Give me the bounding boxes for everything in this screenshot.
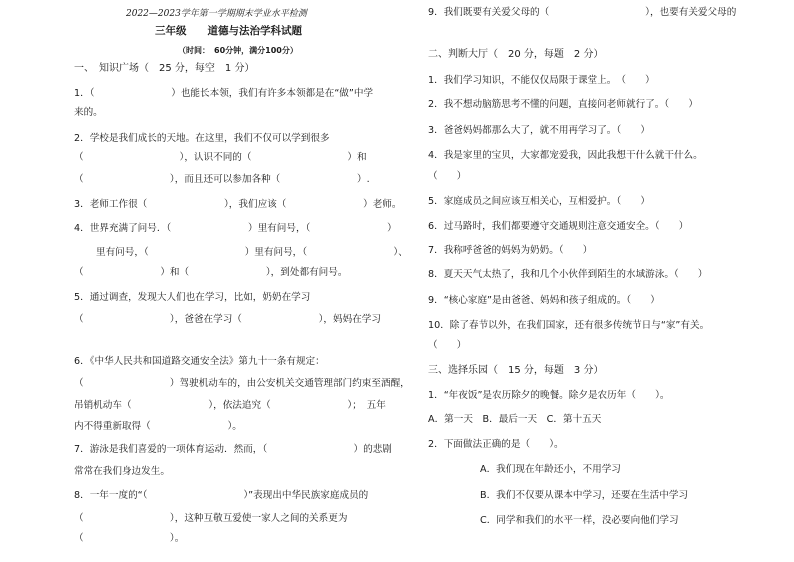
question-line: （ ），这种互敬互爱使一家人之间的关系更为: [74, 513, 348, 524]
judge-item: 2．我不想动脑筋思考不懂的问题，直接问老师就行了。（ ）: [428, 99, 698, 110]
question-line: （ ）驾驶机动车的，由公安机关交通管理部门约束至酒醒，: [74, 378, 410, 389]
question-line: 2．学校是我们成长的天地。在这里，我们不仅可以学到很多: [74, 133, 330, 144]
choice-option-b: B．我们不仅要从课本中学习，还要在生活中学习: [480, 490, 689, 501]
choice-option-c: C．同学和我们的水平一样，没必要向他们学习: [480, 515, 679, 526]
judge-item: 8．夏天天气太热了，我和几个小伙伴到陌生的水域游泳。（ ）: [428, 269, 708, 280]
judge-item: （ ）: [428, 340, 467, 351]
choice-options: A．第一天 B．最后一天 C．第十五天: [428, 414, 602, 425]
question-line: 7．游泳是我们喜爱的一项体育运动．然而，（ ）的悲剧: [74, 444, 392, 455]
choice-item: 2．下面做法正确的是（ ）。: [428, 439, 564, 450]
choice-option-a: A．我们现在年龄还小，不用学习: [480, 464, 621, 475]
question-line: 1．（ ）也能长本领，我们有许多本领都是在“做”中学: [74, 88, 374, 99]
judge-item: 1．我们学习知识，不能仅仅局限于课堂上。 （ ）: [428, 75, 655, 86]
question-line: 吊销机动车（ ），依法追究（ ）； 五年: [74, 400, 386, 411]
question-line: （ ），爸爸在学习（ ），妈妈在学习: [74, 314, 381, 325]
question-line: （ ）。: [74, 533, 185, 544]
question-line: 3．老师工作很（ ），我们应该（ ）老师。: [74, 199, 402, 210]
question-line: 8．一年一度的“（ ）”表现出中华民族家庭成员的: [74, 490, 369, 501]
judge-item: 7．我称呼爸爸的妈妈为奶奶。（ ）: [428, 245, 593, 256]
question-line: 9．我们既要有关爱父母的（ ），也要有关爱父母的: [428, 7, 737, 18]
exam-time: （时间： 60分钟，满分100分）: [178, 46, 298, 55]
question-line: 4．世界充满了问号．（ ）里有问号，（ ）: [74, 223, 397, 234]
exam-subject: 三年级 道德与法治学科试题: [155, 25, 302, 37]
question-line: 5．通过调查，发现大人们也在学习，比如，奶奶在学习: [74, 292, 311, 303]
question-line: （ ），认识不同的（ ）和: [74, 152, 367, 163]
judge-item: （ ）: [428, 171, 467, 182]
question-line: （ ），而且还可以参加各种（ ）.: [74, 174, 370, 185]
judge-item: 10．除了春节以外，在我们国家，还有很多传统节日与“家”有关。: [428, 320, 710, 331]
question-line: 内不得重新取得（ ）。: [74, 421, 242, 432]
judge-item: 9．“核心家庭”是由爸爸、妈妈和孩子组成的。（ ）: [428, 295, 660, 306]
section-3-heading: 三、选择乐园（ 15 分，每题 3 分）: [428, 365, 604, 376]
choice-item: 1．“年夜饭”是农历除夕的晚餐。除夕是农历年（ ）。: [428, 390, 670, 401]
section-1-heading: 一、 知识广场（ 25 分，每空 1 分）: [74, 63, 255, 74]
question-line: （ ）和（ ），到处都有问号。: [74, 267, 348, 278]
question-line: 来的。: [74, 107, 103, 118]
judge-item: 6．过马路时，我们都要遵守交通规则注意交通安全。（ ）: [428, 221, 689, 232]
exam-title: 2022—2023学年第一学期期末学业水平检测: [126, 9, 307, 19]
question-line: 常常在我们身边发生。: [74, 466, 170, 477]
judge-item: 5．家庭成员之间应该互相关心，互相爱护。（ ）: [428, 196, 650, 207]
question-line: 里有问号，（ ）里有问号，（ ）、: [96, 247, 408, 258]
judge-item: 4．我是家里的宝贝，大家都宠爱我，因此我想干什么就干什么。: [428, 150, 703, 161]
section-2-heading: 二、判断大厅（ 20 分，每题 2 分）: [428, 49, 604, 60]
question-line: 6．《中华人民共和国道路交通安全法》第九十一条有规定：: [74, 356, 325, 367]
judge-item: 3．爸爸妈妈都那么大了，就不用再学习了。（ ）: [428, 125, 650, 136]
